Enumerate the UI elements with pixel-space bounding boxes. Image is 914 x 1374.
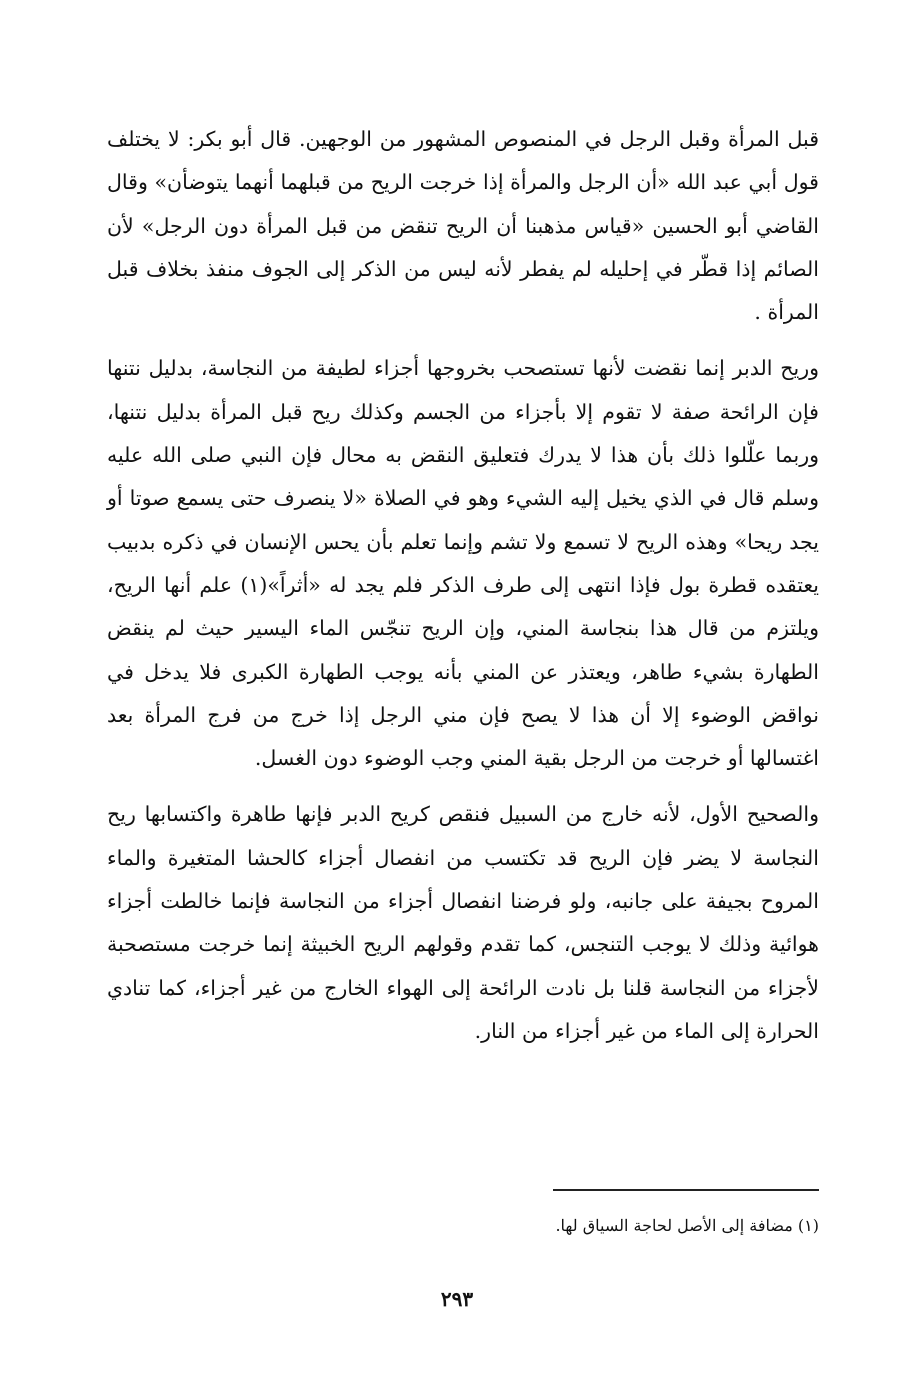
footnote: (١) مضافة إلى الأصل لحاجة السياق لها. — [555, 1216, 819, 1235]
footnote-divider — [553, 1189, 819, 1191]
page-number: ٢٩٣ — [440, 1287, 474, 1311]
paragraph-2: وريح الدبر إنما نقضت لأنها تستصحب بخروجها أجزاء لطيفة من النجاسة، بدليل نتنها فإن الرائحة صفة لا تقوم إلا بأجزاء من الجسم وكذلك ريح قبل المرأة بدليل نتنها، وربما علّلوا ذلك بأن هذا لا يدرك فتعليق النقض به محال فإن النبي صلى الله عليه وسلم قال في الذي يخيل إليه الشيء وهو في الصلاة «لا ينصرف حتى يسمع صوتا أو يجد ريحا» وهذه الريح لا تسمع ولا تشم وإنما تعلم بأن يحس الإنسان في ذكره بدبيب يعتقده قطرة بول فإذا انتهى إلى طرف الذكر فلم يجد له «أثراً»(١) علم أنها الريح، ويلتزم من قال هذا بنجاسة المني، وإن الريح تنجّس الماء اليسير حيث لم ينقض الطهارة بشيء طاهر، ويعتذر عن المني بأنه يوجب الطهارة الكبرى فلا يدخل في نواقض الوضوء إلا أن هذا لا يصح فإن مني الرجل إذا خرج من فرج المرأة بعد اغتسالها أو خرجت من الرجل بقية المني وجب الوضوء دون الغسل. — [107, 356, 819, 771]
main-text — [107, 118, 819, 1066]
paragraph-3: والصحيح الأول، لأنه خارج من السبيل فنقص كريح الدبر فإنها طاهرة واكتسابها ريح النجاسة لا يضر فإن الريح قد تكتسب من انفصال أجزاء كالحشا المتغيرة والماء المروح بجيفة على جانبه، ولو فرضنا انفصال أجزاء من النجاسة فإنما خالطت أجزاء هوائية وذلك لا يوجب التنجس، كما تقدم وقولهم الريح الخبيثة إنما خرجت مستصحبة لأجزاء من النجاسة قلنا بل نادت الرائحة إلى الهواء الخارج من غير أجزاء، كما تنادي الحرارة إلى الماء من غير أجزاء من النار. — [107, 802, 819, 1043]
paragraph-1: قبل المرأة وقبل الرجل في المنصوص المشهور من الوجهين. قال أبو بكر: لا يختلف قول أبي عبد الله «أن الرجل والمرأة إذا خرجت الريح من قبلهما أنهما يتوضأن» وقال القاضي أبو الحسين «قياس مذهبنا أن الريح تنقض من قبل المرأة دون الرجل» لأن الصائم إذا قطّر في إحليله لم يفطر لأنه ليس من الذكر إلى الجوف منفذ بخلاف قبل المرأة . — [107, 127, 819, 325]
